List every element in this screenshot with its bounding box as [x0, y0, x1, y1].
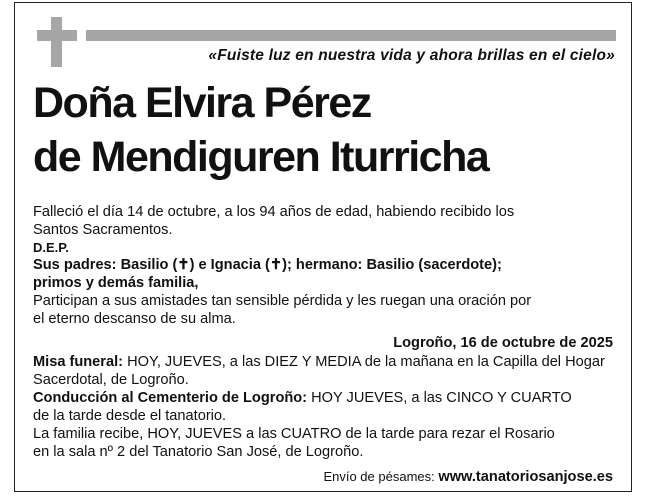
condolences-label: Envío de pésames:	[323, 469, 439, 484]
death-line-2: Santos Sacramentos.	[33, 222, 173, 238]
family-line-2: primos y demás familia,	[33, 275, 199, 291]
deceased-name-line1: Doña Elvira Pérez	[33, 79, 371, 127]
procession-line-2: de la tarde desde el tanatorio.	[33, 408, 227, 424]
mass-line-1: Misa funeral: HOY, JUEVES, a las DIEZ Y MEDIA de la mañana en la Capilla del Hogar	[33, 354, 605, 370]
cross-icon-vertical	[51, 17, 62, 67]
mass-line-2: Sacerdotal, de Logroño.	[33, 372, 189, 388]
place-date: Logroño, 16 de octubre de 2025	[393, 335, 613, 351]
receiving-line-1: La familia recibe, HOY, JUEVES a las CUATRO de la tarde para rezar el Rosario	[33, 426, 555, 442]
cross-icon-horizontal	[37, 30, 77, 41]
rip-label: D.E.P.	[33, 240, 69, 255]
condolences-line	[33, 468, 613, 486]
procession-line-1: Conducción al Cementerio de Logroño: HOY JUEVES, a las CINCO Y CUARTO	[33, 390, 572, 406]
header-bar	[86, 30, 616, 41]
condolences-link[interactable]: www.tanatoriosanjose.es	[438, 469, 613, 485]
deceased-name-line2: de Mendiguren Iturricha	[33, 133, 489, 181]
cross-symbol-icon: ✝	[177, 257, 190, 273]
cross-symbol-icon: ✝	[269, 257, 283, 273]
epitaph-quote: «Fuiste luz en nuestra vida y ahora brillas en el cielo»	[208, 47, 615, 64]
announce-line-1: Participan a sus amistades tan sensible pérdida y les ruegan una oración por	[33, 293, 532, 309]
death-line-1: Falleció el día 14 de octubre, a los 94 años de edad, habiendo recibido los	[33, 204, 515, 220]
announce-line-2: el eterno descanso de su alma.	[33, 311, 236, 327]
service-details	[33, 353, 613, 461]
obituary-card	[14, 2, 632, 492]
family-line-1: Sus padres: Basilio (✝) e Ignacia (✝); hermano: Basilio (sacerdote);	[33, 257, 502, 273]
death-notice	[33, 203, 613, 328]
mass-label: Misa funeral:	[33, 354, 124, 370]
procession-label: Conducción al Cementerio de Logroño:	[33, 390, 308, 406]
receiving-line-2: en la sala nº 2 del Tanatorio San José, de Logroño.	[33, 444, 364, 460]
